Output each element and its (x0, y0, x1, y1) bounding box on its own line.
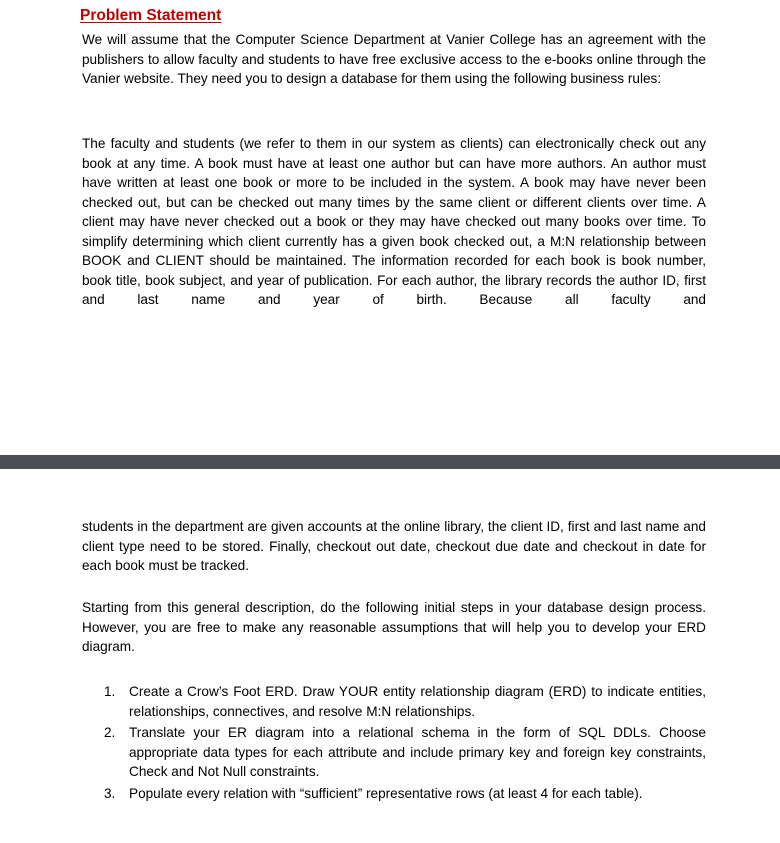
instructions-paragraph: Starting from this general description, do the following initial steps in your database design process. However, you are free to make any reasonable assumptions that will help you to develop your ERD diagram. (82, 600, 706, 654)
intro-paragraph-block (82, 30, 706, 89)
page-separator (0, 455, 780, 469)
step-number: 1. (104, 684, 116, 699)
rules-continuation-block (82, 517, 706, 576)
step-text: Populate every relation with “sufficient” representative rows (at least 4 for each table). (129, 785, 643, 801)
rules-paragraph-part1: The faculty and students (we refer to them in our system as clients) can electronically check out any book at any time. A book must have at least one author but can have more authors. An author must have written at least one book or more to be included in the system. A book may have never been checked out, but can be checked out many times by the same client or different clients over time. A client may have never checked out a book or they may have checked out many books over time. To simplify determining which client currently has a given book checked out, a M:N relationship between BOOK and CLIENT should be maintained. The information recorded for each book is book number, book title, book subject, and year of publication. For each author, the library records the author ID, first and last name and year of birth. Because all faculty and (82, 136, 706, 307)
list-item (104, 784, 706, 804)
step-number: 3. (104, 785, 116, 801)
list-item (104, 723, 706, 782)
section-heading: Problem Statement (80, 7, 222, 24)
rules-paragraph-block (82, 134, 706, 310)
rules-paragraph-part2: students in the department are given accounts at the online library, the client ID, first and last name and client type need to be stored. Finally, checkout out date, checkout due date and checkout in date for each book must be tracked. (82, 519, 706, 573)
step-text: Create a Crow’s Foot ERD. Draw YOUR entity relationship diagram (ERD) to indicate entities, relationships, connectives, and resolve M:N relationships. (129, 684, 706, 719)
intro-paragraph: We will assume that the Computer Science Department at Vanier College has an agreement with the publishers to allow faculty and students to have free exclusive access to the e-books online through the Vanier website. They need you to design a database for them using the following business rules: (82, 32, 706, 86)
list-item (104, 682, 706, 721)
step-text: Translate your ER diagram into a relational schema in the form of SQL DDLs. Choose appropriate data types for each attribute and include primary key and foreign key constraints, Check and Not Null constraints. (129, 725, 706, 779)
step-number: 2. (104, 725, 116, 740)
instructions-paragraph-block (82, 598, 706, 657)
steps-list (104, 682, 706, 805)
